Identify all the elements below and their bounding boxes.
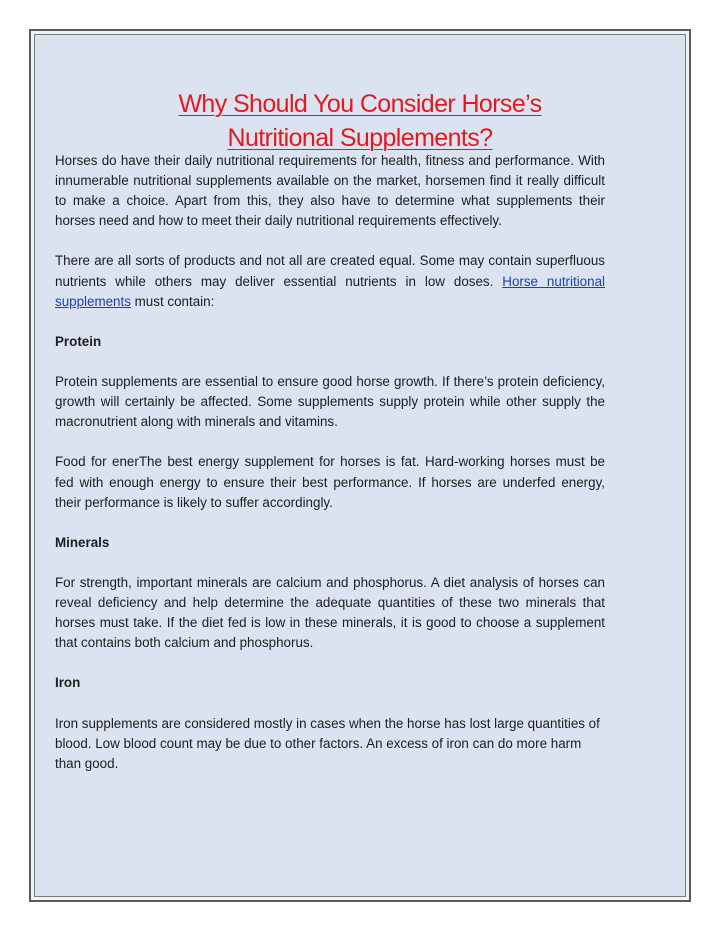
article-body: [55, 151, 605, 794]
title-line-1: Why Should You Consider Horse’s: [178, 90, 542, 118]
iron-heading: Iron: [55, 675, 81, 691]
products-paragraph-text: There are all sorts of products and not all are created equal. Some may contain superfluous nutrients while others may deliver essential nutrients in low doses.: [55, 253, 605, 289]
protein-paragraph: Protein supplements are essential to ensure good horse growth. If there’s protein deficiency, growth will certainly be affected. Some supplements supply protein while other supply the macronutrient along with minerals and vitamins.: [55, 374, 605, 430]
horse-supplements-link[interactable]: Horse nutritional supplements: [55, 273, 605, 309]
iron-paragraph: Iron supplements are considered mostly in cases when the horse has lost large quantities of blood. Low blood count may be due to other factors. An excess of iron can do more harm than good.: [55, 715, 600, 771]
products-paragraph-tail: must contain:: [130, 293, 215, 309]
energy-paragraph: Food for enerThe best energy supplement for horses is fat. Hard-working horses must be fed with enough energy to ensure their best performance. If horses are underfed energy, their performance is likely to suffer accordingly.: [55, 454, 605, 510]
minerals-heading: Minerals: [55, 534, 110, 550]
title-line-2: Nutritional Supplements?: [227, 124, 493, 152]
page-title: [31, 87, 689, 155]
products-paragraph: [55, 251, 605, 311]
intro-paragraph: Horses do have their daily nutritional requirements for health, fitness and performance. With innumerable nutritional supplements available on the market, horsemen find it really difficult to make a choice. Apart from this, they also have to determine what supplements their horses need and how to meet their daily nutritional requirements effectively.: [55, 153, 605, 229]
minerals-paragraph: For strength, important minerals are calcium and phosphorus. A diet analysis of horses can reveal deficiency and help determine the adequate quantities of these two minerals that horses must take. If the diet fed is low in these minerals, it is good to choose a supplement that contains both calcium and phosphorus.: [55, 574, 605, 651]
protein-heading: Protein: [55, 333, 102, 349]
